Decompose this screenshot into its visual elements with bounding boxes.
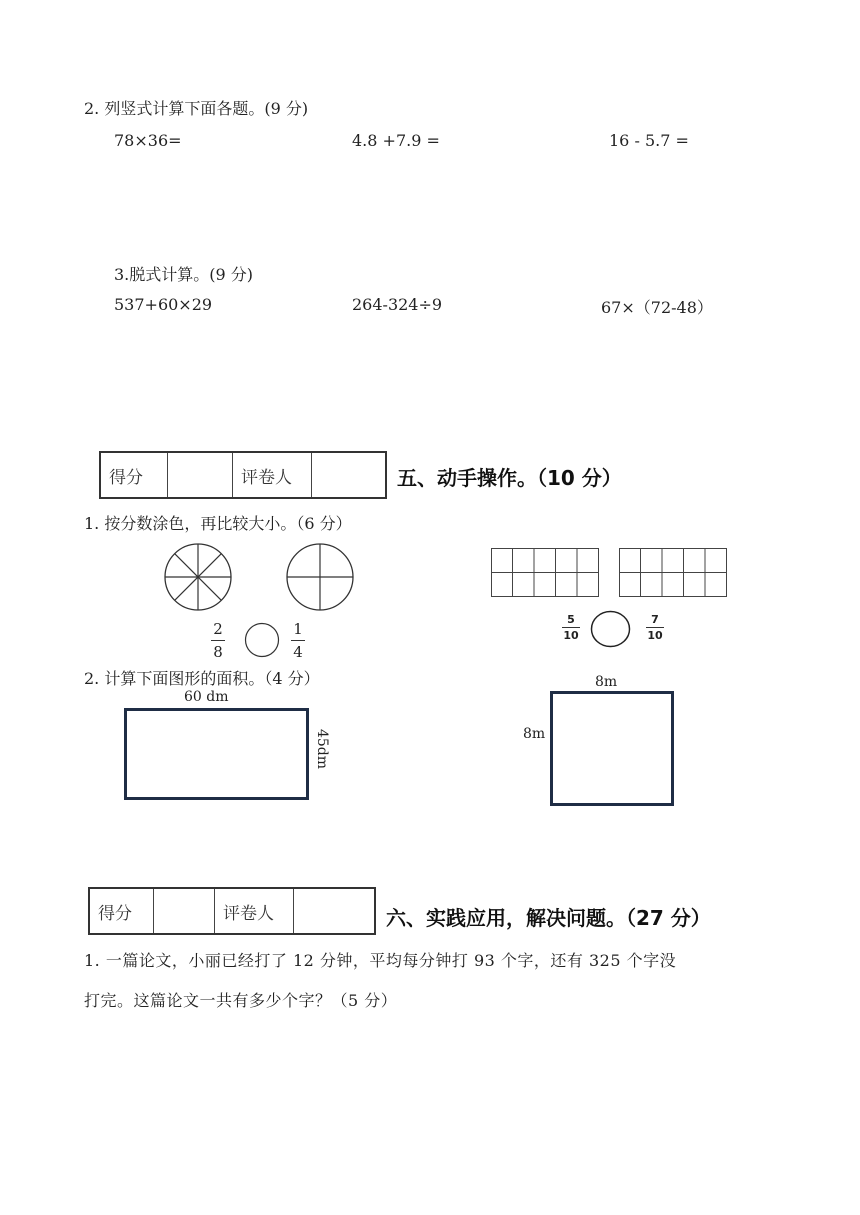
q2-heading: 2. 列竖式计算下面各题。(9 分) bbox=[84, 99, 309, 118]
q2-item-2: 4.8 +7.9 = bbox=[352, 131, 440, 150]
section6-q1-line2: 打完。这篇论文一共有多少个字？（5 分） bbox=[84, 991, 398, 1010]
q3-item-2: 264-324÷9 bbox=[352, 295, 443, 314]
fraction-5-10: 5 10 bbox=[563, 613, 579, 642]
q2-item-1: 78×36= bbox=[114, 131, 182, 150]
square-side-label: 8m bbox=[523, 726, 546, 742]
section5-title: 五、动手操作。（10 分） bbox=[397, 466, 622, 490]
q3-heading: 3.脱式计算。(9 分) bbox=[114, 265, 254, 284]
fraction-7-10: 7 10 bbox=[647, 613, 663, 642]
compare-circle-left[interactable] bbox=[244, 622, 280, 658]
grid-10-parts-right bbox=[619, 548, 727, 597]
section6-q1-line1: 1. 一篇论文，小丽已经打了 12 分钟，平均每分钟打 93 个字，还有 325 个字没 bbox=[84, 951, 677, 970]
grader-cell bbox=[294, 888, 376, 934]
fraction-2-8: 2 8 bbox=[211, 619, 225, 662]
section5-q2: 2. 计算下面图形的面积。（4 分） bbox=[84, 669, 320, 688]
grader-label: 评卷人 bbox=[233, 452, 312, 498]
compare-circle-right[interactable] bbox=[590, 610, 631, 648]
rectangle-shape bbox=[124, 708, 309, 800]
q3-item-1: 537+60×29 bbox=[114, 295, 213, 314]
grid-10-parts-left bbox=[491, 548, 599, 597]
grader-label: 评卷人 bbox=[215, 888, 294, 934]
score-label: 得分 bbox=[89, 888, 154, 934]
square-top-label: 8m bbox=[595, 674, 618, 690]
rect-side-label: 45dm bbox=[314, 728, 331, 770]
section5-q1: 1. 按分数涂色，再比较大小。（6 分） bbox=[84, 514, 352, 533]
circle-8-parts bbox=[164, 543, 232, 611]
score-label: 得分 bbox=[100, 452, 168, 498]
score-table-section6 bbox=[88, 887, 376, 935]
score-table-section5 bbox=[99, 451, 387, 499]
fraction-1-4: 1 4 bbox=[291, 619, 305, 662]
section6-title: 六、实践应用，解决问题。（27 分） bbox=[386, 906, 711, 930]
circle-4-parts bbox=[286, 543, 354, 611]
rect-top-label: 60 dm bbox=[184, 689, 229, 705]
q2-item-3: 16 - 5.7 = bbox=[609, 131, 689, 150]
score-cell bbox=[154, 888, 215, 934]
score-cell bbox=[168, 452, 233, 498]
square-shape bbox=[550, 691, 674, 806]
q3-item-3: 67×（72-48） bbox=[601, 298, 713, 317]
grader-cell bbox=[312, 452, 387, 498]
